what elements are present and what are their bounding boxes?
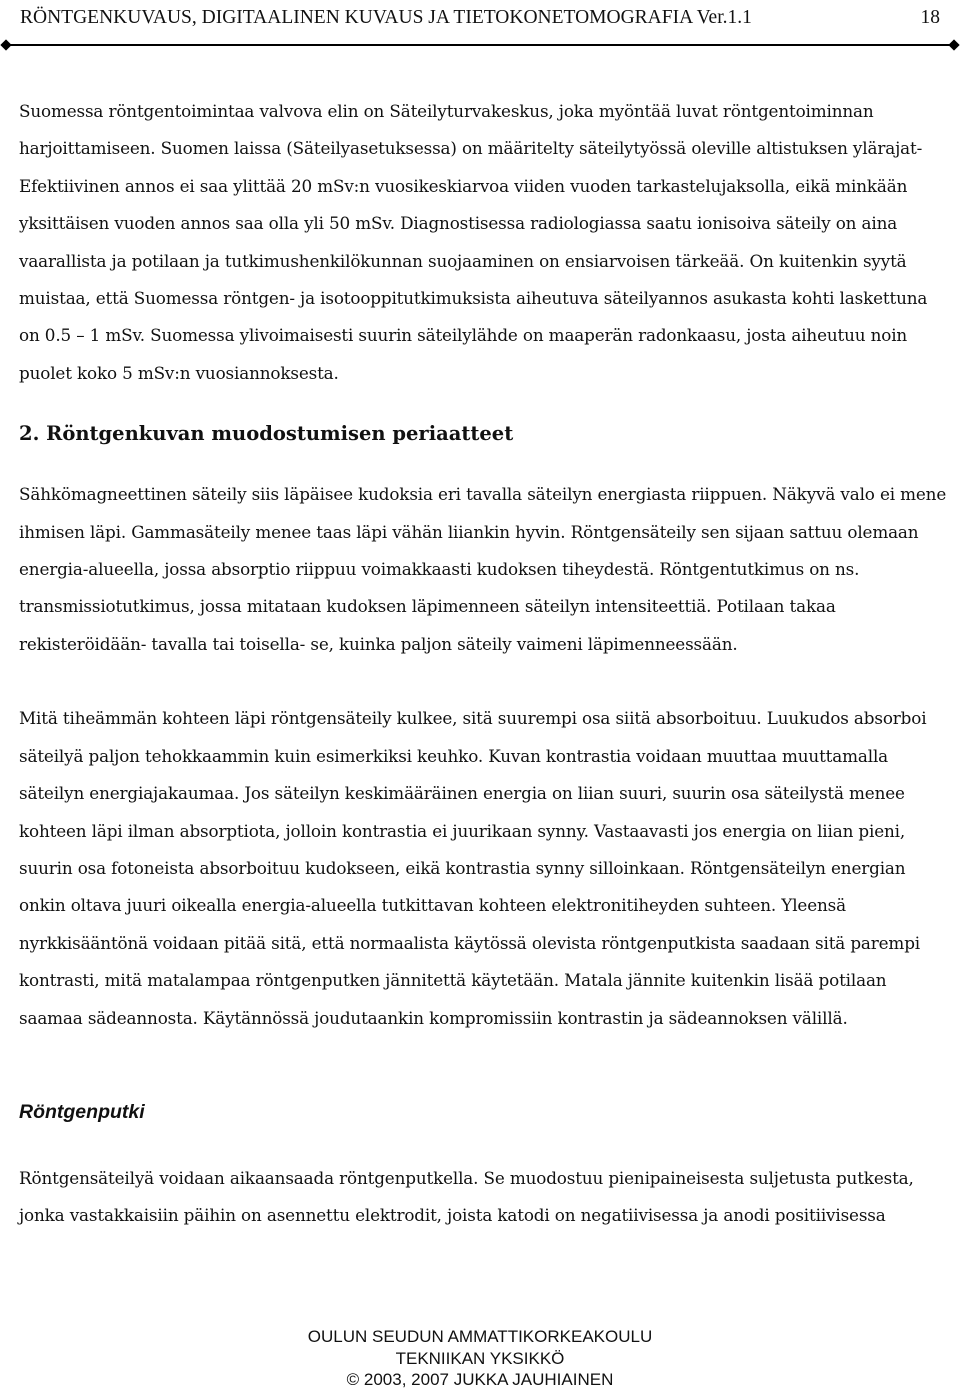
text-line: onkin oltava juuri oikealla energia-alueella tutkittavan kohteen elektronitiheyden suhteen. Yleensä [19, 895, 846, 916]
text-line: ihmisen läpi. Gammasäteily menee taas läpi vähän liiankin hyvin. Röntgensäteily sen sijaan sattuu olemaan [19, 521, 919, 542]
text-line: kontrasti, mitä matalampaa röntgenputken jännitettä käytetään. Matala jännite kuitenkin lisää potilaan [19, 970, 887, 991]
header-divider [6, 44, 954, 46]
text-line: Mitä tiheämmän kohteen läpi röntgensäteily kulkee, sitä suurempi osa siitä absorboituu. Luukudos absorboi [19, 708, 927, 729]
footer-unit: TEKNIIKAN YKSIKKÖ [395, 1348, 565, 1368]
footer-institution: OULUN SEUDUN AMMATTIKORKEAKOULU [307, 1327, 653, 1346]
page-footer [0, 1326, 960, 1391]
document-title: RÖNTGENKUVAUS, DIGITAALINEN KUVAUS JA TIETOKONETOMOGRAFIA Ver.1.1 [20, 7, 752, 28]
section-paragraph-1 [19, 476, 949, 663]
page-content [19, 93, 949, 1235]
text-line: transmissiotutkimus, jossa mitataan kudoksen läpimenneen säteilyn intensiteettiä. Potilaan takaa [19, 596, 836, 617]
footer-copyright: © 2003, 2007 JUKKA JAUHIAINEN [346, 1370, 614, 1389]
text-line: Röntgensäteilyä voidaan aikaansaada röntgenputkella. Se muodostuu pienipaineisesta suljetusta putkesta, [19, 1167, 914, 1188]
diamond-right-icon [948, 39, 959, 50]
section-heading: 2. Röntgenkuvan muodostumisen periaatteet [19, 422, 514, 446]
text-line: rekisteröidään- tavalla tai toisella- se, kuinka paljon säteily vaimeni läpimenneessään. [19, 633, 738, 654]
text-line: puolet koko 5 mSv:n vuosiannoksesta. [19, 362, 339, 383]
text-line: kohteen läpi ilman absorptiota, jolloin kontrastia ei juurikaan synny. Vastaavasti jos energia on liian pieni, [19, 820, 906, 841]
subsection-paragraph [19, 1160, 949, 1235]
text-line: yksittäisen vuoden annos saa olla yli 50 mSv. Diagnostisessa radiologiassa saatu ionisoiva säteily on aina [19, 213, 898, 234]
diamond-left-icon [0, 39, 11, 50]
subsection-heading: Röntgenputki [19, 1100, 145, 1123]
text-line: Efektiivinen annos ei saa ylittää 20 mSv:n vuosikeskiarvoa viiden vuoden tarkastelujaksolla, eikä minkään [19, 175, 908, 196]
page-header [20, 4, 940, 44]
text-line: energia-alueella, jossa absorptio riippuu voimakkaasti kudoksen tiheydestä. Röntgentutkimus on ns. [19, 559, 860, 580]
text-line: suurin osa fotoneista absorboituu kudokseen, eikä kontrastia synny silloinkaan. Röntgensäteilyn energian [19, 857, 906, 878]
section-paragraph-2 [19, 700, 949, 1037]
text-line: jonka vastakkaisiin päihin on asennettu elektrodit, joista katodi on negatiivisessa ja anodi positiivisessa [19, 1205, 886, 1226]
text-line: muistaa, että Suomessa röntgen- ja isotooppitutkimuksista aiheutuva säteilyannos asukasta kohti laskettuna [19, 288, 928, 309]
text-line: säteilyä paljon tehokkaammin kuin esimerkiksi keuhko. Kuvan kontrastia voidaan muuttaa muuttamalla [19, 745, 889, 766]
text-line: vaarallista ja potilaan ja tutkimushenkilökunnan suojaaminen on ensiarvoisen tärkeää. On kuitenkin syytä [19, 250, 907, 271]
intro-paragraph [19, 93, 949, 392]
text-line: on 0.5 – 1 mSv. Suomessa ylivoimaisesti suurin säteilylähde on maaperän radonkaasu, josta aiheutuu noin [19, 325, 908, 346]
text-line: harjoittamiseen. Suomen laissa (Säteilyasetuksessa) on määritelty säteilytyössä oleville altistuksen ylärajat- [19, 138, 923, 159]
text-line: Sähkömagneettinen säteily siis läpäisee kudoksia eri tavalla säteilyn energiasta riippuen. Näkyvä valo ei mene [19, 484, 947, 505]
text-line: saamaa sädeannosta. Käytännössä joudutaankin kompromissiin kontrastin ja sädeannoksen välillä. [19, 1007, 848, 1028]
text-line: nyrkkisääntönä voidaan pitää sitä, että normaalista käytössä olevista röntgenputkista saadaan sitä parempi [19, 932, 921, 953]
page-number: 18 [920, 7, 940, 28]
text-line: säteilyn energiajakaumaa. Jos säteilyn keskimääräinen energia on liian suuri, suurin osa säteilystä menee [19, 783, 905, 804]
text-line: Suomessa röntgentoimintaa valvova elin on Säteilyturvakeskus, joka myöntää luvat röntgentoiminnan [19, 101, 874, 121]
